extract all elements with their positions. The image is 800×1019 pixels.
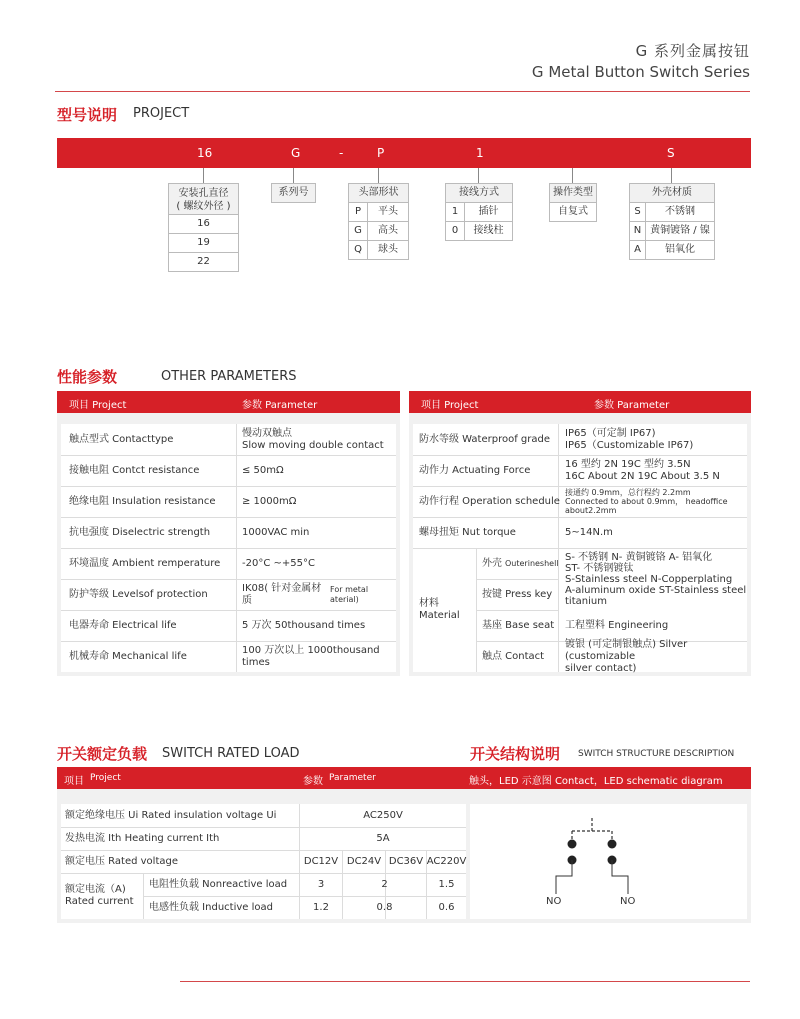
connector-line bbox=[671, 168, 672, 183]
param-value-line: about2.2mm bbox=[565, 506, 617, 516]
param-value-part: For metal aterial) bbox=[330, 584, 369, 604]
params-title-en: OTHER PARAMETERS bbox=[161, 369, 297, 384]
resistive-value: 2 bbox=[381, 878, 388, 890]
contact-dot bbox=[568, 840, 577, 849]
params-right-table bbox=[413, 424, 747, 672]
param-value bbox=[565, 455, 720, 486]
load-col-project-en: Project bbox=[90, 773, 121, 783]
param-value-line: IP65（可定制 IP67) bbox=[565, 427, 656, 439]
voltage-ac220: AC220V bbox=[426, 855, 467, 867]
voltage-dc12: DC12V bbox=[303, 855, 339, 867]
structure-diagram-area bbox=[470, 804, 747, 919]
param-name: 触点型式 Contacttype bbox=[69, 433, 174, 445]
code-part-shell: S bbox=[667, 146, 675, 160]
shell-name: 不锈钢 bbox=[645, 202, 715, 222]
wiring-name: 插针 bbox=[464, 202, 513, 222]
param-value-line: Slow moving double contact bbox=[242, 439, 384, 451]
param-name: 动作行程 Operation schedule bbox=[419, 495, 560, 507]
material-value-line: silver contact) bbox=[565, 662, 637, 674]
header-divider bbox=[55, 91, 750, 92]
load-header-bar bbox=[57, 767, 751, 789]
operation-value: 自复式 bbox=[549, 202, 597, 222]
wiring-name: 接线柱 bbox=[464, 221, 513, 241]
param-name: 环境温度 Ambient remperature bbox=[69, 557, 221, 569]
structure-header: 触头，LED 示意图 Contact，LED schematic diagram bbox=[469, 776, 723, 787]
material-shell bbox=[482, 548, 559, 579]
load-resistive-name: 电阻性负载 Nonreactive load bbox=[149, 878, 288, 890]
material-value-line: S-Stainless steel N-Copperplating bbox=[565, 573, 733, 585]
param-value-line: 接通约 0.9mm，总行程约 2.2mm bbox=[565, 487, 691, 497]
head-shape-code: P bbox=[348, 202, 368, 222]
material-value-line: titanium bbox=[565, 595, 607, 607]
lead-wire bbox=[612, 860, 628, 894]
code-part-series: G bbox=[291, 146, 301, 160]
diameter-value: 19 bbox=[168, 233, 239, 253]
series-title-cn: G 系列金属按钮 bbox=[635, 42, 750, 60]
param-value: 1000VAC min bbox=[242, 526, 310, 538]
param-value: ≥ 1000mΩ bbox=[242, 495, 297, 507]
param-name: 防水等级 Waterproof grade bbox=[419, 433, 551, 445]
load-insulation-value: AC250V bbox=[363, 809, 403, 821]
param-name: 电器寿命 Electrical life bbox=[69, 619, 177, 631]
param-value: 100 万次以上 1000thousand times bbox=[242, 644, 380, 668]
structure-title-en: SWITCH STRUCTURE DESCRIPTION bbox=[578, 749, 735, 759]
load-col-param-cn: 参数 bbox=[303, 776, 323, 787]
project-title-en: PROJECT bbox=[133, 106, 190, 121]
diameter-head bbox=[168, 183, 239, 215]
diameter-value: 22 bbox=[168, 252, 239, 272]
param-value bbox=[242, 424, 384, 455]
head-shape-head: 头部形状 bbox=[348, 183, 409, 203]
shell-name: 黄铜镀铬 / 镍 bbox=[645, 221, 715, 241]
material-contact-value bbox=[565, 638, 747, 674]
series-head: 系列号 bbox=[271, 183, 316, 203]
params-left-panel bbox=[57, 413, 400, 676]
head-shape-code: Q bbox=[348, 240, 368, 260]
param-name: 动作力 Actuating Force bbox=[419, 464, 531, 476]
shell-name: 铝氧化 bbox=[645, 240, 715, 260]
load-heating-name: 发热电流 Ith Heating current Ith bbox=[65, 832, 220, 844]
param-name: 防护等级 Levelsof protection bbox=[69, 588, 208, 600]
params-right-header bbox=[409, 391, 751, 413]
structure-title-cn: 开关结构说明 bbox=[470, 745, 561, 763]
load-insulation-name: 额定绝缘电压 Ui Rated insulation voltage Ui bbox=[65, 809, 277, 821]
param-name: 机械寿命 Mechanical life bbox=[69, 650, 187, 662]
col-param: 参数 Parameter bbox=[594, 400, 670, 411]
no-label-left: NO bbox=[546, 896, 562, 907]
params-right-panel bbox=[409, 413, 751, 676]
connector-line bbox=[293, 168, 294, 183]
inductive-value: 0.6 bbox=[438, 901, 455, 913]
load-col-param-en: Parameter bbox=[329, 773, 376, 783]
param-name: 抗电强度 Diselectric strength bbox=[69, 526, 211, 538]
wiring-head: 接线方式 bbox=[445, 183, 513, 203]
param-name: 接触电阻 Contct resistance bbox=[69, 464, 200, 476]
material-key: 按键 Press key bbox=[482, 588, 553, 600]
load-title-en: SWITCH RATED LOAD bbox=[162, 746, 300, 761]
diameter-value: 16 bbox=[168, 214, 239, 234]
param-value-line: 慢动双触点 bbox=[242, 427, 292, 439]
voltage-dc24: DC24V bbox=[346, 855, 382, 867]
material-contact: 触点 Contact bbox=[482, 650, 545, 662]
connector-line bbox=[572, 168, 573, 183]
connector-line bbox=[478, 168, 479, 183]
col-project: 项目 Project bbox=[421, 400, 479, 411]
footer-divider bbox=[180, 981, 750, 982]
head-shape-code: G bbox=[348, 221, 368, 241]
param-value bbox=[242, 579, 396, 610]
material-base: 基座 Base seat bbox=[482, 619, 555, 631]
material-value-line: S- 不锈钢 N- 黄铜镀铬 A- 铝氧化 bbox=[565, 551, 713, 563]
param-value: 5~14N.m bbox=[565, 526, 613, 538]
param-value-line: Connected to about 0.9mm， headoffice bbox=[565, 496, 728, 506]
param-value-part: IK08( 针对金属材质 bbox=[242, 582, 322, 606]
voltage-dc36: DC36V bbox=[388, 855, 424, 867]
col-param: 参数 Parameter bbox=[242, 400, 318, 411]
material-label-en: Material bbox=[419, 610, 460, 621]
param-value bbox=[565, 424, 693, 455]
load-panel bbox=[57, 789, 751, 923]
shell-head: 外壳材质 bbox=[629, 183, 715, 203]
diameter-head-sub: ( 螺纹外径 ) bbox=[176, 201, 231, 212]
material-shell-value bbox=[565, 548, 746, 610]
material-shell-cn: 外壳 bbox=[482, 557, 502, 569]
param-value-line: 16 型约 2N 19C 型约 3.5N bbox=[565, 458, 691, 470]
model-code-bar bbox=[57, 138, 751, 168]
material-value-line: ST- 不锈钢镀钛 bbox=[565, 562, 634, 574]
inductive-value: 1.2 bbox=[313, 901, 329, 913]
head-shape-name: 球头 bbox=[367, 240, 409, 260]
load-heating-value: 5A bbox=[376, 832, 390, 844]
param-value-line: IP65（Customizable IP67) bbox=[565, 439, 694, 451]
resistive-value: 1.5 bbox=[438, 878, 455, 890]
head-shape-name: 高头 bbox=[367, 221, 409, 241]
operation-head: 操作类型 bbox=[549, 183, 597, 203]
contact-dot bbox=[608, 840, 617, 849]
connector-line bbox=[378, 168, 379, 183]
param-value: 5 万次 50thousand times bbox=[242, 619, 366, 631]
load-title-cn: 开关额定负载 bbox=[57, 745, 148, 763]
shell-code: N bbox=[629, 221, 646, 241]
wiring-code: 1 bbox=[445, 202, 465, 222]
wiring-code: 0 bbox=[445, 221, 465, 241]
project-title-cn: 型号说明 bbox=[57, 106, 118, 124]
series-title-en: G Metal Button Switch Series bbox=[531, 63, 750, 81]
param-value: ≤ 50mΩ bbox=[242, 464, 284, 476]
code-part-dash: - bbox=[339, 146, 344, 160]
contact-bridge bbox=[572, 818, 612, 844]
resistive-value: 3 bbox=[317, 878, 325, 890]
material-shell-en: Outerineshell bbox=[505, 558, 559, 568]
load-voltage-name: 额定电压 Rated voltage bbox=[65, 855, 178, 867]
head-shape-name: 平头 bbox=[367, 202, 409, 222]
material-label-cn: 材料 bbox=[419, 598, 439, 609]
shell-code: S bbox=[629, 202, 646, 222]
code-part-head: P bbox=[377, 146, 385, 160]
inductive-value: 0.8 bbox=[376, 901, 393, 913]
current-label-cn: 额定电流（A) bbox=[65, 884, 126, 895]
col-project: 项目 Project bbox=[69, 400, 127, 411]
load-table bbox=[61, 804, 466, 919]
load-col-project-cn: 项目 bbox=[64, 776, 84, 787]
current-label-en: Rated current bbox=[65, 896, 134, 907]
material-base-value: 工程塑料 Engineering bbox=[565, 619, 669, 631]
param-name: 螺母扭矩 Nut torque bbox=[419, 526, 516, 538]
param-name: 绝缘电阻 Insulation resistance bbox=[69, 495, 216, 507]
params-left-table bbox=[61, 424, 396, 672]
material-value-line: A-aluminum oxide ST-Stainless steel bbox=[565, 584, 747, 596]
param-value: -20°C ~+55°C bbox=[242, 557, 315, 569]
code-part-wiring: 1 bbox=[476, 146, 484, 160]
params-title-cn: 性能参数 bbox=[57, 368, 118, 386]
diameter-head-cn: 安装孔直径 bbox=[178, 188, 229, 199]
no-label-right: NO bbox=[620, 896, 636, 907]
param-value-line: 16C About 2N 19C About 3.5 N bbox=[565, 470, 720, 482]
contact-schematic bbox=[470, 804, 747, 919]
code-part-diameter: 16 bbox=[197, 146, 213, 160]
param-value bbox=[565, 486, 728, 517]
params-left-header bbox=[57, 391, 400, 413]
lead-wire bbox=[556, 860, 572, 894]
material-label bbox=[419, 548, 460, 672]
material-value-line: 镀银 (可定制银触点) Silver (customizable bbox=[565, 638, 688, 662]
shell-code: A bbox=[629, 240, 646, 260]
connector-line bbox=[203, 168, 204, 183]
load-current-label bbox=[65, 873, 134, 919]
load-inductive-name: 电感性负载 Inductive load bbox=[149, 901, 273, 913]
